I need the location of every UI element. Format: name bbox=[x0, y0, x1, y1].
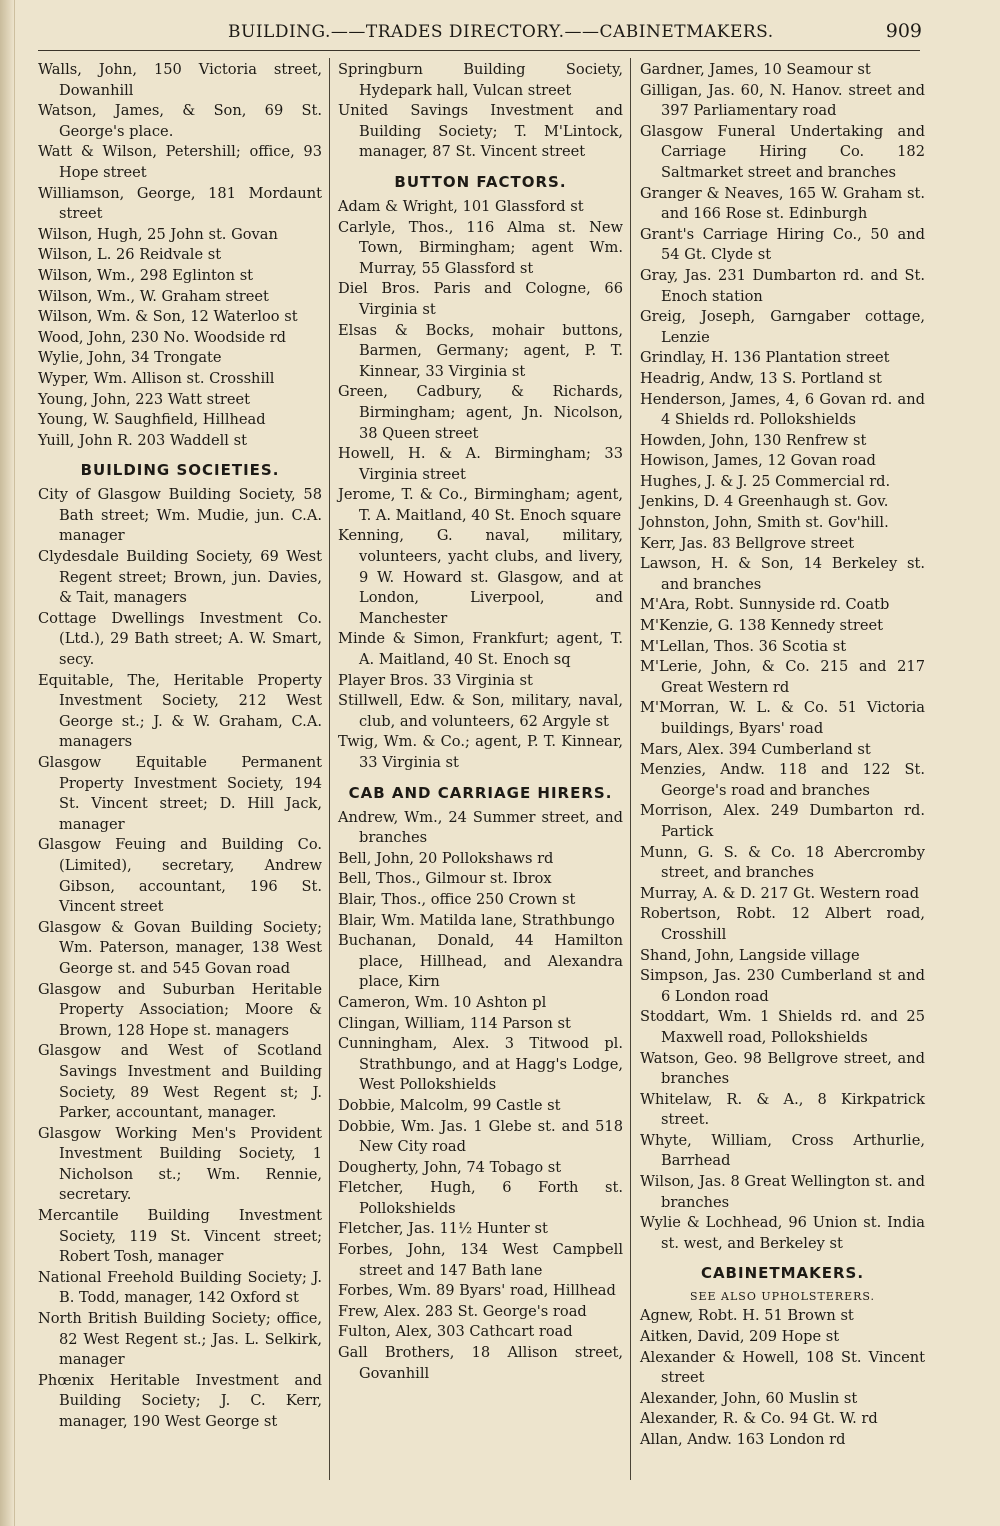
directory-entry: Bell, John, 20 Pollokshaws rd bbox=[338, 849, 554, 867]
directory-entry: Wilson, L. 26 Reidvale st bbox=[38, 246, 222, 264]
directory-entry: Yuill, John R. 203 Waddell st bbox=[38, 431, 247, 449]
directory-entry: Forbes, Wm. 89 Byars' road, Hillhead bbox=[338, 1282, 616, 1300]
directory-entry: Cameron, Wm. 10 Ashton pl bbox=[338, 993, 547, 1011]
directory-entry: Dougherty, John, 74 Tobago st bbox=[338, 1158, 562, 1176]
directory-entry: Wylie & Lochhead, 96 Union st. India st. west, and Berkeley st bbox=[640, 1214, 925, 1252]
directory-entry: Robertson, Robt. 12 Albert road, Crosshill bbox=[640, 905, 925, 943]
running-header-title: BUILDING.——TRADES DIRECTORY.——CABINETMAKERS. bbox=[228, 22, 774, 42]
directory-entry: M'Ara, Robt. Sunnyside rd. Coatb bbox=[640, 596, 890, 614]
directory-entry: Glasgow and Suburban Heritable Property Association; Moore & Brown, 128 Hope st. managers bbox=[38, 980, 322, 1039]
directory-entry: M'Lellan, Thos. 36 Scotia st bbox=[640, 637, 847, 655]
directory-entry: Jerome, T. & Co., Birmingham; agent, T. A. Maitland, 40 St. Enoch square bbox=[338, 486, 623, 524]
section-subheading: SEE ALSO UPHOLSTERERS. bbox=[689, 1290, 876, 1304]
directory-entry: Jenkins, D. 4 Greenhaugh st. Gov. bbox=[640, 493, 889, 511]
directory-entry: Allan, Andw. 163 London rd bbox=[640, 1431, 846, 1448]
directory-entry: Howell, H. & A. Birmingham; 33 Virginia street bbox=[338, 445, 623, 483]
directory-entry: Equitable, The, Heritable Property Investment Society, 212 West George st.; J. & W. Graham, C.A. managers bbox=[38, 671, 322, 751]
directory-entry: Whitelaw, R. & A., 8 Kirkpatrick street. bbox=[640, 1090, 925, 1129]
directory-entry: Diel Bros. Paris and Cologne, 66 Virginia st bbox=[338, 280, 623, 318]
directory-entry: Fulton, Alex, 303 Cathcart road bbox=[338, 1323, 573, 1341]
directory-entry: Mercantile Building Investment Society, 119 St. Vincent street; Robert Tosh, manager bbox=[38, 1207, 322, 1266]
directory-entry: Watson, Geo. 98 Bellgrove street, and branches bbox=[640, 1049, 925, 1088]
column-divider bbox=[329, 58, 330, 1480]
directory-entry: Kerr, Jas. 83 Bellgrove street bbox=[640, 534, 855, 552]
directory-entry: Alexander, John, 60 Muslin st bbox=[640, 1389, 858, 1407]
directory-entry: Greig, Joseph, Garngaber cottage, Lenzie bbox=[640, 308, 925, 346]
directory-entry: Williamson, George, 181 Mordaunt street bbox=[38, 184, 322, 223]
directory-entry: Alexander & Howell, 108 St. Vincent street bbox=[640, 1348, 925, 1387]
directory-entry: Forbes, John, 134 West Campbell street and 147 Bath lane bbox=[338, 1241, 623, 1279]
directory-entry: Granger & Neaves, 165 W. Graham st. and 166 Rose st. Edinburgh bbox=[640, 184, 925, 223]
directory-entry: Glasgow & Govan Building Society; Wm. Paterson, manager, 138 West George st. and 545 Govan road bbox=[38, 918, 322, 977]
directory-entry: Henderson, James, 4, 6 Govan rd. and 4 Shields rd. Pollokshields bbox=[640, 390, 925, 429]
directory-entry: Whyte, William, Cross Arthurlie, Barrhead bbox=[640, 1131, 925, 1170]
directory-entry: Headrig, Andw, 13 S. Portland st bbox=[640, 369, 882, 387]
directory-entry: Howison, James, 12 Govan road bbox=[640, 452, 876, 470]
directory-entry: Gall Brothers, 18 Allison street, Govanhill bbox=[338, 1344, 623, 1382]
directory-entry: M'Lerie, John, & Co. 215 and 217 Great Western rd bbox=[640, 658, 925, 696]
directory-entry: Gray, Jas. 231 Dumbarton rd. and St. Enoch station bbox=[640, 266, 925, 305]
directory-entry: Morrison, Alex. 249 Dumbarton rd. Partick bbox=[640, 802, 925, 840]
section-heading: BUTTON FACTORS. bbox=[394, 172, 567, 191]
directory-entry: Watson, James, & Son, 69 St. George's place. bbox=[38, 102, 322, 140]
directory-entry: Frew, Alex. 283 St. George's road bbox=[338, 1302, 587, 1320]
directory-entry: Glasgow Feuing and Building Co. (Limited), secretary, Andrew Gibson, accountant, 196 St. Vincent street bbox=[38, 836, 322, 916]
section-heading: BUILDING SOCIETIES. bbox=[80, 461, 280, 480]
directory-entry: Hughes, J. & J. 25 Commercial rd. bbox=[640, 472, 891, 490]
directory-entry: M'Morran, W. L. & Co. 51 Victoria buildings, Byars' road bbox=[640, 699, 925, 737]
directory-entry: Agnew, Robt. H. 51 Brown st bbox=[640, 1307, 854, 1325]
directory-entry: National Freehold Building Society; J. B. Todd, manager, 142 Oxford st bbox=[38, 1268, 322, 1307]
directory-entry: Carlyle, Thos., 116 Alma st. New Town, Birmingham; agent Wm. Murray, 55 Glassford st bbox=[338, 218, 623, 277]
column-divider bbox=[630, 58, 631, 1480]
directory-entry: Mars, Alex. 394 Cumberland st bbox=[640, 740, 871, 758]
directory-entry: Walls, John, 150 Victoria street, Dowanhill bbox=[38, 61, 322, 99]
directory-entry: Wylie, John, 34 Trongate bbox=[38, 349, 222, 367]
directory-entry: North British Building Society; office, 82 West Regent st.; Jas. L. Selkirk, manager bbox=[38, 1310, 322, 1369]
directory-entry: Glasgow and West of Scotland Savings Investment and Building Society, 89 West Regent st; J. Parker, accountant, manager. bbox=[38, 1042, 322, 1122]
directory-entry: Grindlay, H. 136 Plantation street bbox=[640, 349, 890, 367]
section-heading: CAB AND CARRIAGE HIRERS. bbox=[348, 783, 613, 802]
directory-entry: Gardner, James, 10 Seamour st bbox=[640, 61, 871, 78]
directory-entry: Wilson, Wm., W. Graham street bbox=[38, 287, 269, 305]
directory-entry: Blair, Wm. Matilda lane, Strathbungo bbox=[338, 911, 615, 929]
directory-entry: Wilson, Wm., 298 Eglinton st bbox=[38, 266, 254, 284]
directory-entry: Wyper, Wm. Allison st. Crosshill bbox=[38, 369, 275, 387]
directory-entry: Stoddart, Wm. 1 Shields rd. and 25 Maxwell road, Pollokshields bbox=[640, 1008, 925, 1046]
directory-entry: Elsas & Bocks, mohair buttons, Barmen, Germany; agent, P. T. Kinnear, 33 Virginia st bbox=[338, 321, 623, 380]
directory-entry: Andrew, Wm., 24 Summer street, and branches bbox=[338, 808, 623, 847]
directory-entry: Wilson, Wm. & Son, 12 Waterloo st bbox=[38, 308, 298, 326]
directory-entry: Johnston, John, Smith st. Gov'hill. bbox=[640, 514, 889, 532]
directory-entry: Young, W. Saughfield, Hillhead bbox=[38, 411, 266, 429]
directory-entry: Grant's Carriage Hiring Co., 50 and 54 Gt. Clyde st bbox=[640, 225, 925, 264]
directory-entry: Wood, John, 230 No. Woodside rd bbox=[38, 328, 287, 346]
directory-entry: Gilligan, Jas. 60, N. Hanov. street and 397 Parliamentary road bbox=[640, 81, 925, 120]
directory-entry: M'Kenzie, G. 138 Kennedy street bbox=[640, 617, 883, 635]
directory-entry: Simpson, Jas. 230 Cumberland st and 6 London road bbox=[640, 967, 925, 1005]
section-heading: CABINETMAKERS. bbox=[700, 1264, 865, 1283]
directory-column-1 bbox=[38, 60, 322, 1433]
directory-entry: Watt & Wilson, Petershill; office, 93 Hope street bbox=[38, 143, 322, 181]
directory-entry: Twig, Wm. & Co.; agent, P. T. Kinnear, 33 Virginia st bbox=[338, 733, 623, 771]
directory-entry: Clingan, William, 114 Parson st bbox=[338, 1014, 571, 1032]
directory-column-3 bbox=[640, 60, 925, 1451]
directory-entry: Young, John, 223 Watt street bbox=[38, 390, 251, 408]
directory-entry: Phœnix Heritable Investment and Building Society; J. C. Kerr, manager, 190 West George st bbox=[38, 1371, 322, 1430]
directory-entry: Glasgow Funeral Undertaking and Carriage Hiring Co. 182 Saltmarket street and branches bbox=[640, 122, 925, 181]
directory-entry: Minde & Simon, Frankfurt; agent, T. A. Maitland, 40 St. Enoch sq bbox=[338, 630, 623, 669]
directory-entry: Menzies, Andw. 118 and 122 St. George's road and branches bbox=[640, 761, 925, 799]
directory-entry: Glasgow Equitable Permanent Property Investment Society, 194 St. Vincent street; D. Hill Jack, manager bbox=[38, 754, 322, 833]
directory-column-2 bbox=[338, 60, 623, 1384]
directory-entry: Glasgow Working Men's Provident Investment Building Society, 1 Nicholson st.; Wm. Rennie, secretary. bbox=[38, 1124, 322, 1204]
directory-entry: Springburn Building Society, Hydepark hall, Vulcan street bbox=[338, 61, 623, 99]
directory-entry: City of Glasgow Building Society, 58 Bath street; Wm. Mudie, jun. C.A. manager bbox=[38, 486, 322, 545]
directory-entry: Munn, G. S. & Co. 18 Abercromby street, and branches bbox=[640, 843, 925, 882]
directory-entry: Player Bros. 33 Virginia st bbox=[338, 671, 533, 689]
page-number: 909 bbox=[885, 20, 922, 42]
directory-entry: Alexander, R. & Co. 94 Gt. W. rd bbox=[640, 1410, 878, 1428]
directory-entry: Dobbie, Malcolm, 99 Castle st bbox=[338, 1096, 561, 1114]
directory-entry: Fletcher, Jas. 11½ Hunter st bbox=[338, 1220, 548, 1238]
directory-entry: Green, Cadbury, & Richards, Birmingham; agent, Jn. Nicolson, 38 Queen street bbox=[338, 383, 623, 442]
directory-entry: Shand, John, Langside village bbox=[640, 946, 860, 964]
directory-entry: Buchanan, Donald, 44 Hamilton place, Hillhead, and Alexandra place, Kirn bbox=[338, 932, 623, 991]
directory-entry: Murray, A. & D. 217 Gt. Western road bbox=[640, 884, 920, 902]
directory-entry: Howden, John, 130 Renfrew st bbox=[640, 431, 867, 449]
running-header bbox=[38, 16, 920, 51]
directory-entry: Blair, Thos., office 250 Crown st bbox=[338, 890, 576, 908]
directory-entry: Clydesdale Building Society, 69 West Regent street; Brown, jun. Davies, & Tait, managers bbox=[38, 548, 322, 607]
directory-entry: Wilson, Hugh, 25 John st. Govan bbox=[38, 225, 278, 243]
directory-entry: Fletcher, Hugh, 6 Forth st. Pollokshields bbox=[338, 1179, 623, 1217]
directory-entry: Stillwell, Edw. & Son, military, naval, club, and volunteers, 62 Argyle st bbox=[338, 692, 623, 730]
directory-entry: United Savings Investment and Building Society; T. M'Lintock, manager, 87 St. Vincent street bbox=[338, 102, 623, 161]
directory-entry: Bell, Thos., Gilmour st. Ibrox bbox=[338, 870, 552, 888]
directory-entry: Cottage Dwellings Investment Co. (Ltd.), 29 Bath street; A. W. Smart, secy. bbox=[38, 609, 322, 669]
directory-entry: Aitken, David, 209 Hope st bbox=[640, 1328, 840, 1346]
page-spine-shadow bbox=[0, 0, 15, 1526]
directory-entry: Lawson, H. & Son, 14 Berkeley st. and branches bbox=[640, 555, 925, 593]
directory-entry: Dobbie, Wm. Jas. 1 Glebe st. and 518 New City road bbox=[338, 1117, 623, 1156]
directory-entry: Cunningham, Alex. 3 Titwood pl. Strathbungo, and at Hagg's Lodge, West Pollokshields bbox=[338, 1035, 623, 1094]
directory-entry: Adam & Wright, 101 Glassford st bbox=[338, 197, 584, 215]
directory-entry: Kenning, G. naval, military, volunteers, yacht clubs, and livery, 9 W. Howard st. Glasgow, and at London, Liverpool, and Manchester bbox=[338, 527, 623, 627]
directory-entry: Wilson, Jas. 8 Great Wellington st. and branches bbox=[640, 1173, 925, 1211]
